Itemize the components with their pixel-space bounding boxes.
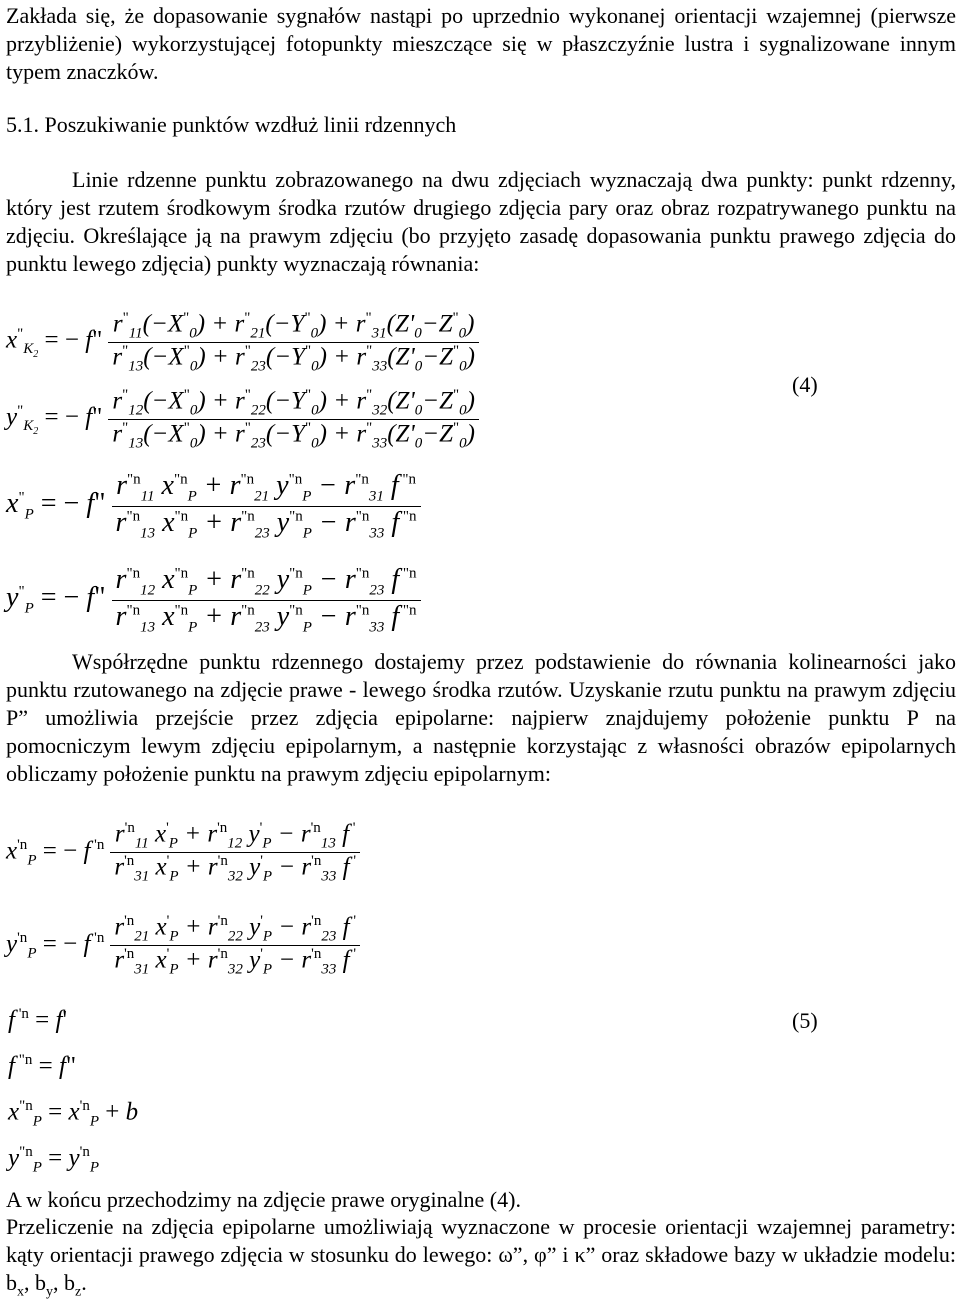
intro-paragraph: Zakłada się, że dopasowanie sygnałów nastąpi po uprzednio wykonanej orientacji wzajemnej (pierwsze przybliżenie) wykorzystującej fotopunkty mieszczące się w płaszczyźnie lustra i sygnalizowane innym typem znaczków. bbox=[6, 3, 956, 84]
final-paragraph-2 bbox=[6, 1213, 956, 1306]
subscript-z: z bbox=[75, 1284, 82, 1300]
equation-yp2: $y^"_P$ = − f" $\frac{r^{"n}_{12} x^{"n}_P + r^{"n}_{22} y^{"n}_P - r^{"n}_{23} f ^{"n}}{r^{"n}_{13} x^{"n}_P + r^{"n}_{23} y^{"n}_P - r^{"n}_{33} f ^{"n}}$ bbox=[6, 564, 421, 636]
equation-number-4: (4) bbox=[792, 372, 818, 397]
equation-fnn: f $^{"n}$ = f" bbox=[8, 1052, 77, 1080]
equation-xp2: $x^"_P$ = − f" $\frac{r^{"n}_{11} x^{"n}_P + r^{"n}_{21} y^{"n}_P - r^{"n}_{31} f ^{"n}}{r^{"n}_{13} x^{"n}_P + r^{"n}_{23} y^{"n}_P - r^{"n}_{33} f ^{"n}}$ bbox=[6, 470, 421, 542]
equation-ypn2: $y^{"n}_P = y^{'n}_P$ bbox=[8, 1144, 99, 1176]
subscript-y: y bbox=[46, 1284, 53, 1300]
subscript-x: x bbox=[17, 1284, 24, 1300]
separator-1: , b bbox=[24, 1270, 46, 1295]
equation-number-5: (5) bbox=[792, 1008, 818, 1033]
equation-yk2: $y^"_{K_2}$ = − f" $\frac{r^"_{12}(-X^"_0) + r^"_{22}(-Y^"_0) + r^"_{32}(Z'_0-Z^"_0)}{r^"_{13}(-X^"_0) + r^"_{23}(-Y^"_0) + r^"_{33}(Z'_0-Z^"_0)}$ bbox=[6, 387, 479, 453]
separator-2: , b bbox=[53, 1270, 75, 1295]
equation-fn: f $^{'n}$ = f' bbox=[8, 1006, 67, 1034]
final-paragraph-1: A w końcu przechodzimy na zdjęcie prawe oryginalne (4). bbox=[6, 1187, 521, 1212]
final-end: . bbox=[81, 1270, 87, 1295]
equation-xk2: $x^"_{K_2}$ = − f" $\frac{r^"_{11}(-X^"_0) + r^"_{21}(-Y^"_0) + r^"_{31}(Z'_0-Z^"_0)}{r^"_{13}(-X^"_0) + r^"_{23}(-Y^"_0) + r^"_{33}(Z'_0-Z^"_0)}$ bbox=[6, 310, 479, 376]
equation-xpn2: $x^{"n}_P = x^{'n}_P + b$ bbox=[8, 1098, 139, 1130]
coordinates-paragraph: Współrzędne punktu rdzennego dostajemy przez podstawienie do równania kolinearności jako punktu rzutowanego na zdjęcie prawe - lewego środka rzutów. Uzyskanie rzutu punktu na prawym zdjęciu P” umożliwia przejście przez zdjęcia epipolarne: najpierw znajdujemy położenie punktu P na pomocniczym lewym zdjęciu epipolarnym, a następnie korzystając z własności obrazów epipolarnych obliczamy położenie punktu na prawym zdjęciu epipolarnym: bbox=[6, 649, 956, 786]
final-text: Przeliczenie na zdjęcia epipolarne umożliwiają wyznaczone w procesie orientacji wzajemnej parametry: kąty orientacji prawego zdjęcia w stosunku do lewego: ω”, φ” i κ” oraz składowe bazy w układzie modelu: b bbox=[6, 1214, 956, 1295]
epipolar-paragraph: Linie rdzenne punktu zobrazowanego na dwu zdjęciach wyznaczają dwa punkty: punkt rdzenny, który jest rzutem środkowym środka rzutów drugiego zdjęcia pary oraz obraz rozpatrywanego punktu na zdjęciu. Określające ją na prawym zdjęciu (bo przyjęto zasadę dopasowania punktu prawego zdjęcia do punktu lewego zdjęcia) punkty wyznaczają równania: bbox=[6, 167, 956, 276]
section-heading: 5.1. Poszukiwanie punktów wzdłuż linii rdzennych bbox=[6, 112, 457, 137]
equation-xpn: $x^{'n}_P$ = − f $^{'n}$ $\frac{r^{'n}_{11} x'_P + r^{'n}_{12} y'_P - r^{'n}_{13} f '}{r^{'n}_{31} x'_P + r^{'n}_{32} y'_P - r^{'n}_{33} f '}$ bbox=[6, 820, 360, 886]
equation-ypn: $y^{'n}_P$ = − f $^{'n}$ $\frac{r^{'n}_{21} x'_P + r^{'n}_{22} y'_P - r^{'n}_{23} f '}{r^{'n}_{31} x'_P + r^{'n}_{32} y'_P - r^{'n}_{33} f '}$ bbox=[6, 913, 360, 979]
